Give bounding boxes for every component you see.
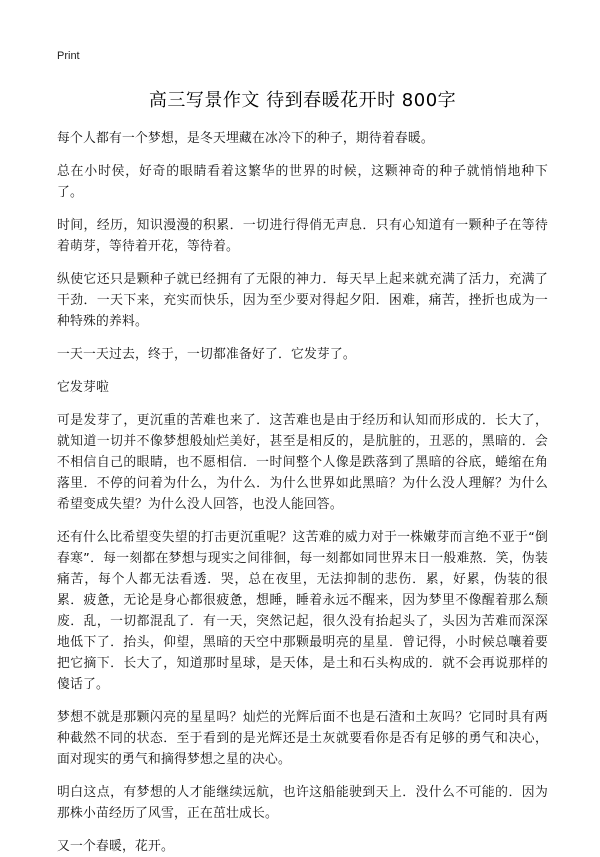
paragraph: 每个人都有一个梦想，是冬天埋藏在冰冷下的种子，期待着春暖。 (57, 131, 434, 146)
article-body (57, 128, 548, 857)
page-title: 高三写景作文 待到春暖花开时 800字 (148, 90, 457, 111)
paragraph: 又一个春暖，花开。 (57, 839, 174, 854)
paragraph: 梦想不就是那颗闪亮的星星吗？灿烂的光辉后面不也是石渣和土灰吗？它同时具有两种截然不同的状态．至于看到的是光辉还是土灰就要看你是否有足够的勇气和决心，面对现实的勇气和摘得梦想之星的决心。 (57, 710, 548, 767)
section-subheading: 它发芽啦 (57, 380, 109, 395)
print-link[interactable]: Print (57, 50, 80, 62)
paragraph: 一天一天过去，终于，一切都准备好了．它发芽了。 (57, 347, 356, 362)
paragraph: 总在小时侯，好奇的眼睛看着这繁华的世界的时候，这颗神奇的种子就悄悄地种下了。 (57, 164, 548, 200)
paragraph: 纵使它还只是颗种子就已经拥有了无限的神力．每天早上起来就充满了活力，充满了干劲．一天下来，充实而快乐，因为至少要对得起夕阳．困难，痛苦，挫折也成为一种特殊的养料。 (57, 272, 548, 329)
paragraph: 明白这点，有梦想的人才能继续远航，也许这船能驶到天上．没什么不可能的．因为那株小苗经历了风雪，正在茁壮成长。 (57, 785, 548, 821)
paragraph: 时间，经历，知识漫漫的积累．一切进行得俏无声息．只有心知道有一颗种子在等待着萌芽，等待着开花，等待着。 (57, 218, 548, 254)
paragraph: 还有什么比希望变失望的打击更沉重呢？这苦难的威力对于一株嫩芽而言绝不亚于“倒春寒”．每一刻都在梦想与现实之间徘徊，每一刻都如同世界末日一般难熬．笑，伪装痛苦，每个人都无法看透．哭，总在夜里，无法抑制的悲伤．累，好累，伪装的很累．疲惫，无论是身心都很疲惫，想睡，睡着永远不醒来，因为梦里不像醒着那么颓废．乱，一切都混乱了．有一天，突然记起，很久没有抬起头了，头因为苦难而深深地低下了．抬头，仰望，黑暗的天空中那颗最明亮的星星．曾记得，小时候总嚷着要把它摘下．长大了，知道那时星球，是天体，是土和石头构成的．就不会再说那样的傻话了。 (57, 530, 548, 692)
paragraph: 可是发芽了，更沉重的苦难也来了．这苦难也是由于经历和认知而形成的．长大了，就知道一切并不像梦想般灿烂美好，甚至是相反的，是肮脏的，丑恶的，黑暗的．会不相信自己的眼睛，也不愿相信．一时间整个人像是跌落到了黑暗的谷底，蜷缩在角落里．不停的问着为什么，为什么．为什么世界如此黑暗？为什么没人理解？为什么希望变成失望？为什么没人回答，也没人能回答。 (57, 413, 548, 512)
